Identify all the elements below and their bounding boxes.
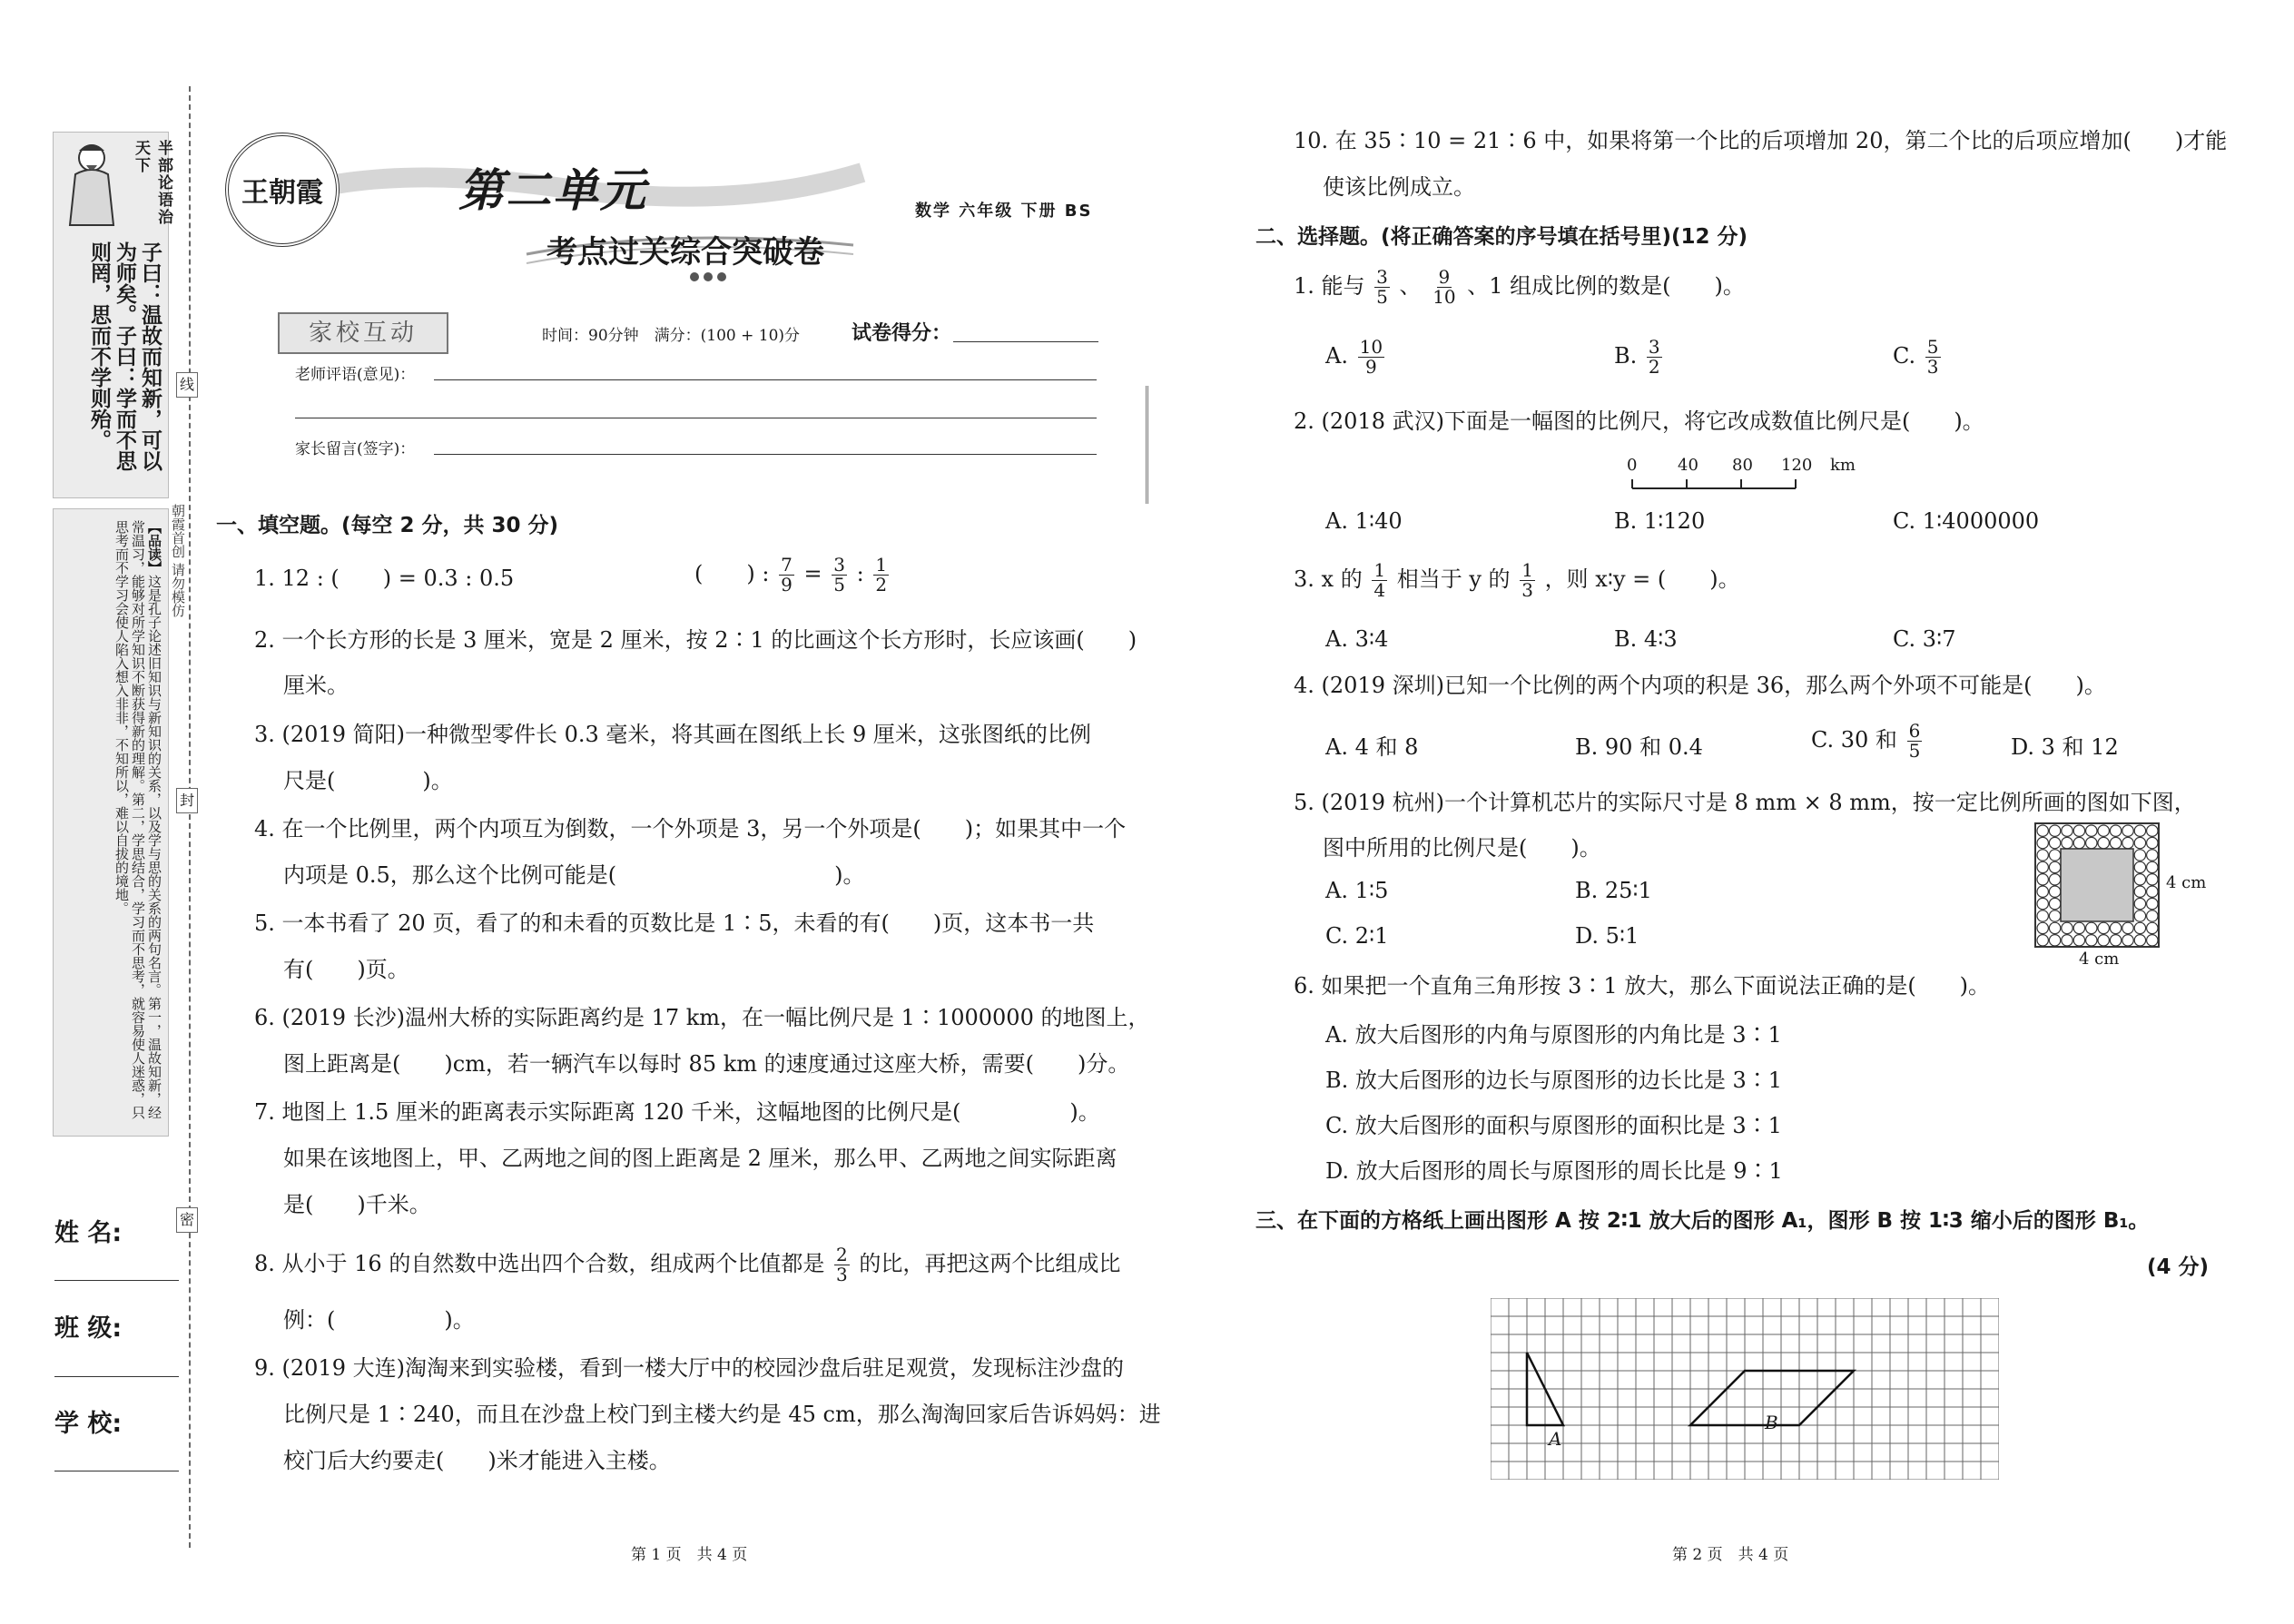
mc-q1-option-a[interactable] (1325, 338, 1387, 377)
section3-title: 三、在下面的方格纸上画出图形 A 按 2∶1 放大后的图形 A₁，图形 B 按 1∶3 缩小后的图形 B₁。 (1255, 1209, 2150, 1233)
mc-q4-option-b[interactable]: B. 90 和 0.4 (1575, 734, 1703, 760)
chip-pin (2098, 935, 2109, 946)
score-line[interactable] (953, 341, 1098, 342)
chip-pin (2049, 922, 2060, 933)
mc-q3-option-b[interactable]: B. 4∶3 (1614, 626, 1678, 652)
chip-pin (2147, 922, 2158, 933)
sidebar-commentary: 这是孔子论述旧知识与新知识的关系，以及学与思的关系的两句名言。第一，温故知新，经常温习，能够对所学知识不断获得新的理解。第二，学思结合，学习而不思考，就容易使人迷惑，只思考而不学习会使人陷入想入非非，不知所以，难以自拔的境地。 (113, 520, 162, 1119)
frac-5-3 (1925, 338, 1941, 377)
frac-den: 4 (1373, 579, 1386, 601)
frac-num: 9 (1438, 266, 1451, 288)
chip-pin (2134, 898, 2145, 909)
chip-pin (2037, 935, 2048, 946)
chip-width-label: 4 cm (2166, 873, 2207, 892)
brand-logo (225, 133, 340, 247)
mc-q3 (1294, 561, 1740, 600)
chip-pin (2086, 825, 2097, 836)
frac-den: 5 (1376, 286, 1388, 308)
mc-q6: 6. 如果把一个直角三角形按 3∶1 放大，那么下面说法正确的是( )。 (1294, 973, 1991, 999)
chip-pin (2098, 837, 2109, 848)
q4-line-1: 4. 在一个比例里，两个内项互为倒数，一个外项是 3，另一个外项是( )；如果其中一个 (254, 816, 1127, 842)
q7-line-3: 是( )千米。 (283, 1192, 431, 1217)
chip-core (2061, 849, 2133, 921)
sidebar-commentary-box (53, 508, 169, 1137)
mc-q1-option-b[interactable] (1614, 338, 1665, 377)
chip-figure (2033, 822, 2161, 949)
name-field-line[interactable] (54, 1280, 179, 1281)
chip-pin (2134, 935, 2145, 946)
q8-suffix: 的比，再把这两个比组成比 (859, 1251, 1121, 1276)
frac-2-3 (834, 1245, 850, 1284)
chip-pin (2086, 935, 2097, 946)
q10-line-1: 10. 在 35∶10 = 21∶6 中，如果将第一个比的后项增加 20，第二个比的后项应增加( )才能 (1294, 128, 2228, 153)
scale-label-120: 120 (1781, 456, 1813, 475)
chip-pin (2134, 837, 2145, 848)
chip-pin (2110, 837, 2121, 848)
scale-label-40: 40 (1678, 456, 1698, 475)
chip-pin (2049, 837, 2060, 848)
mc-q6-option-d[interactable]: D. 放大后图形的周长与原图形的周长比是 9∶1 (1325, 1158, 1783, 1184)
page-number-left: 第 1 页 共 4 页 (631, 1546, 748, 1564)
chip-pin (2037, 825, 2048, 836)
frac-den: 3 (835, 1264, 848, 1285)
chip-pin (2147, 886, 2158, 897)
chip-pin (2134, 850, 2145, 861)
chip-pin (2147, 898, 2158, 909)
mc-q1 (1294, 268, 1745, 307)
q2-line-1: 2. 一个长方形的长是 3 厘米，宽是 2 厘米，按 2∶1 的比画这个长方形时，长应该画( ) (254, 627, 1137, 653)
frac-num: 7 (781, 554, 793, 576)
seal-mark-mi: 密 (176, 1207, 198, 1233)
score-label: 试卷得分： (852, 322, 952, 345)
option-letter: B. (1614, 343, 1638, 369)
class-field-label: 班 级: (54, 1314, 123, 1343)
seal-mark-xian: 线 (176, 372, 198, 398)
mc-q5-line-1: 5. (2019 杭州)一个计算机芯片的实际尺寸是 8 mm × 8 mm，按一定比例所画的图如下图， (1294, 790, 2196, 815)
chip-pin (2098, 825, 2109, 836)
chip-pin (2147, 910, 2158, 921)
chip-pin (2049, 874, 2060, 885)
frac-den: 10 (1433, 286, 1456, 308)
chip-pin (2147, 825, 2158, 836)
section1-title: 一、填空题。(每空 2 分，共 30 分) (216, 514, 559, 537)
shape-b-label: B (1765, 1412, 1778, 1433)
mc-q4-option-d[interactable]: D. 3 和 12 (2011, 734, 2119, 760)
mc-q1-prefix: 1. 能与 (1294, 273, 1365, 299)
frac-num: 6 (1908, 720, 1921, 742)
chip-pin (2110, 922, 2121, 933)
chip-pin (2049, 935, 2060, 946)
q1b-prefix: ( ) : (694, 561, 770, 586)
mc-q5-option-d[interactable]: D. 5∶1 (1575, 923, 1639, 949)
q7-line-1: 7. 地图上 1.5 厘米的距离表示实际距离 120 千米，这幅地图的比例尺是( )。 (254, 1099, 1100, 1125)
mc-q5-option-a[interactable]: A. 1∶5 (1325, 878, 1389, 903)
mc-q4: 4. (2019 深圳)已知一个比例的两个内项的积是 36，那么两个外项不可能是( )。 (1294, 673, 2106, 698)
seal-mark-feng: 封 (176, 788, 198, 813)
frac-num: 1 (875, 554, 888, 576)
frac-den: 5 (1908, 740, 1921, 762)
frac-3-5 (832, 556, 847, 595)
frac-7-9 (779, 556, 794, 595)
home-school-badge: 家校互动 (278, 312, 448, 354)
sidebar-motto-title: 半部论语治天下 (132, 140, 172, 226)
chip-pin (2134, 910, 2145, 921)
scale-label-80: 80 (1732, 456, 1753, 475)
frac-num: 2 (835, 1244, 848, 1265)
mc-q5-line-2: 图中所用的比例尺是( )。 (1323, 835, 1601, 861)
chip-pin (2134, 825, 2145, 836)
frac-num: 10 (1359, 336, 1383, 358)
mc-q6-option-c[interactable]: C. 放大后图形的面积与原图形的面积比是 3∶1 (1325, 1113, 1782, 1138)
chip-pin (2037, 898, 2048, 909)
frac-num: 3 (1376, 266, 1388, 288)
q8-prefix: 8. 从小于 16 的自然数中选出四个合数，组成两个比值都是 (254, 1251, 825, 1276)
q9-line-2: 比例尺是 1∶240，而且在沙盘上校门到主楼大约是 45 cm，那么淘淘回家后告诉妈妈：进 (283, 1402, 1161, 1427)
parent-comment-line[interactable] (434, 454, 1097, 455)
chip-pin (2073, 837, 2084, 848)
mc-q2-option-c[interactable]: C. 1∶4000000 (1893, 508, 2040, 534)
chip-pin (2049, 850, 2060, 861)
chip-pin (2134, 874, 2145, 885)
q3-line-1: 3. (2019 简阳)一种微型零件长 0.3 毫米，将其画在图纸上长 9 厘米，这张图纸的比例 (254, 722, 1091, 747)
mc-q3-suffix: ，则 x∶y = ( )。 (1544, 566, 1740, 592)
q9-line-1: 9. (2019 大连)淘淘来到实验楼，看到一楼大厅中的校园沙盘后驻足观赏，发现标注沙盘的 (254, 1355, 1124, 1381)
option-text: C. 30 和 (1811, 727, 1897, 753)
parent-comment-label: 家长留言(签字)： (295, 440, 416, 458)
sidebar-commentary-label: 【品读】 (146, 520, 162, 575)
sidebar-notice: 朝霞首创 请勿模仿 (170, 504, 186, 617)
chip-pin (2037, 874, 2048, 885)
chip-pin (2122, 935, 2133, 946)
chip-pin (2147, 850, 2158, 861)
chip-pin (2147, 837, 2158, 848)
mc-q6-option-a[interactable]: A. 放大后图形的内角与原图形的内角比是 3∶1 (1325, 1022, 1782, 1048)
frac-num: 1 (1373, 559, 1386, 581)
chip-pin (2147, 874, 2158, 885)
frac-6-5 (1907, 722, 1923, 761)
mc-q1-option-c[interactable] (1893, 338, 1944, 377)
chip-pin (2073, 935, 2084, 946)
shape-a-label: A (1549, 1428, 1562, 1450)
frac-3-5-b (1374, 268, 1390, 307)
frac-den: 9 (781, 574, 793, 595)
mc-q3-prefix: 3. x 的 (1294, 566, 1363, 592)
frac-den: 3 (1521, 579, 1533, 601)
frac-3-2 (1647, 338, 1662, 377)
q2-line-2: 厘米。 (283, 673, 349, 698)
frac-num: 3 (833, 554, 845, 576)
frac-den: 2 (1648, 356, 1660, 378)
q6-line-1: 6. (2019 长沙)温州大桥的实际距离约是 17 km，在一幅比例尺是 1∶1000000 的地图上， (254, 1005, 1150, 1030)
sidebar-quote-box (53, 132, 172, 498)
frac-1-3 (1520, 561, 1535, 600)
option-letter: A. (1325, 343, 1348, 369)
chip-pin (2086, 922, 2097, 933)
chip-pin (2134, 922, 2145, 933)
unit-title: 第二单元 (458, 164, 647, 217)
q10-line-2: 使该比例成立。 (1323, 174, 1475, 200)
header-frame-right (1118, 386, 1148, 504)
mc-q2-option-b[interactable]: B. 1∶120 (1614, 508, 1706, 534)
chip-pin (2086, 837, 2097, 848)
chip-pin (2049, 898, 2060, 909)
chip-pin (2110, 825, 2121, 836)
q8-line-2: 例：( )。 (283, 1307, 475, 1333)
frac-1-4 (1372, 561, 1387, 600)
chip-pin (2049, 825, 2060, 836)
grade-info: 数学 六年级 下册 BS (915, 202, 1093, 221)
chip-pin (2147, 861, 2158, 872)
brand-name: 王朝霞 (241, 177, 323, 209)
q5-line-1: 5. 一本书看了 20 页，看了的和未看的页数比是 1∶5，未看的有( )页，这本书一共 (254, 910, 1095, 936)
chip-pin (2037, 886, 2048, 897)
grid-paper[interactable] (1491, 1298, 1999, 1480)
chip-pin (2073, 825, 2084, 836)
chip-pin (2062, 825, 2072, 836)
frac-10-9 (1358, 338, 1384, 377)
q8-line-1 (254, 1245, 1120, 1284)
mc-q6-option-b[interactable]: B. 放大后图形的边长与原图形的边长比是 3∶1 (1325, 1068, 1783, 1093)
chip-pin (2062, 935, 2072, 946)
chip-pin (2049, 910, 2060, 921)
chip-pin (2122, 825, 2133, 836)
frac-den: 2 (875, 574, 888, 595)
seal-line (189, 86, 191, 1548)
q1-part-b (694, 556, 891, 595)
frac-num: 3 (1648, 336, 1660, 358)
frac-num: 1 (1521, 559, 1533, 581)
chip-pin (2037, 910, 2048, 921)
section3-points: (4 分) (2147, 1255, 2210, 1279)
page-number-right: 第 2 页 共 4 页 (1672, 1546, 1789, 1564)
frac-den: 9 (1364, 356, 1377, 378)
chip-pin (2037, 922, 2048, 933)
chip-pin (2134, 861, 2145, 872)
scale-label-0: 0 (1627, 456, 1638, 475)
sidebar-quote: 子曰：温故而知新，可以为师矣。子曰：学而不思则罔，思而不学则殆。 (87, 241, 162, 471)
chip-pin (2049, 886, 2060, 897)
equals-sign: = (803, 561, 822, 586)
chip-pin (2098, 922, 2109, 933)
mc-q5-option-c[interactable]: C. 2∶1 (1325, 923, 1389, 949)
q5-line-2: 有( )页。 (283, 957, 409, 982)
chip-pin (2110, 935, 2121, 946)
q1-part-a: 1. 12 : ( ) = 0.3 : 0.5 (254, 566, 515, 591)
mc-q3-mid: 相当于 y 的 (1396, 566, 1511, 592)
frac-9-10 (1431, 268, 1457, 307)
confucius-illustration (59, 138, 124, 229)
frac-num: 5 (1926, 336, 1939, 358)
chip-pin (2062, 922, 2072, 933)
chip-pin (2134, 886, 2145, 897)
mc-q2-option-a[interactable]: A. 1∶40 (1325, 508, 1403, 534)
q4-line-2: 内项是 0.5，那么这个比例可能是( )。 (283, 862, 865, 888)
line-scale-figure (1616, 452, 1915, 497)
chip-pin (2122, 922, 2133, 933)
scale-bar (1616, 476, 1834, 494)
exam-subtitle: 考点过关综合突破卷 (546, 234, 824, 271)
school-field-label: 学 校: (54, 1410, 123, 1438)
comma-sign: 、 (1399, 273, 1422, 299)
q6-line-2: 图上距离是( )cm，若一辆汽车以每时 85 km 的速度通过这座大桥，需要( )分。 (283, 1051, 1130, 1077)
frac-den: 5 (833, 574, 845, 595)
section2-title: 二、选择题。(将正确答案的序号填在括号里)(12 分) (1255, 225, 1748, 249)
mc-q2: 2. (2018 武汉)下面是一幅图的比例尺，将它改成数值比例尺是( )。 (1294, 408, 1984, 434)
class-field-line[interactable] (54, 1376, 179, 1377)
mc-q1-suffix: 、1 组成比例的数是( )。 (1467, 273, 1745, 299)
mc-q3-option-a[interactable]: A. 3∶4 (1325, 626, 1389, 652)
mc-q4-option-c[interactable] (1811, 722, 1925, 761)
q7-line-2: 如果在该地图上，甲、乙两地之间的图上距离是 2 厘米，那么甲、乙两地之间实际距离 (283, 1146, 1117, 1171)
chip-pin (2073, 922, 2084, 933)
chip-pin (2122, 837, 2133, 848)
teacher-comment-line-1[interactable] (434, 379, 1097, 380)
time-score-info: 时间：90分钟 满分：(100 + 10)分 (542, 327, 801, 345)
sidebar-commentary-wrap (61, 520, 162, 1125)
frac-1-2 (873, 556, 889, 595)
chip-pin (2147, 935, 2158, 946)
q3-line-2: 尺是( )。 (283, 768, 453, 793)
colon-sign: : (856, 561, 864, 586)
chip-pin (2062, 837, 2072, 848)
chip-height-label: 4 cm (2079, 950, 2120, 969)
chip-pin (2049, 861, 2060, 872)
q9-line-3: 校门后大约要走( )米才能进入主楼。 (283, 1448, 671, 1473)
mc-q3-option-c[interactable]: C. 3∶7 (1893, 626, 1956, 652)
scale-unit: km (1830, 456, 1856, 475)
chip-pin (2037, 850, 2048, 861)
mc-q5-option-b[interactable]: B. 25∶1 (1575, 878, 1652, 903)
teacher-comment-label: 老师评语(意见)： (295, 366, 416, 384)
name-field-label: 姓 名: (54, 1219, 123, 1247)
frac-den: 3 (1926, 356, 1939, 378)
mc-q4-option-a[interactable]: A. 4 和 8 (1325, 734, 1419, 760)
option-letter: C. (1893, 343, 1916, 369)
chip-pin (2037, 861, 2048, 872)
chip-pin (2037, 837, 2048, 848)
